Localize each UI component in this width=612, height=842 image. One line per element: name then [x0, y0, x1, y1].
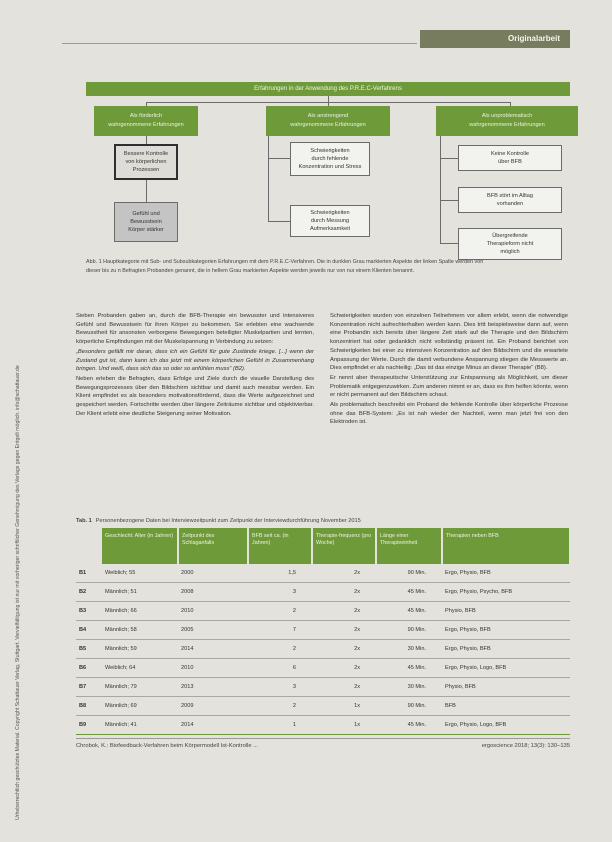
figure-caption: Abb. 1 Hauptkategorie mit Sub- und Subsubkategorien Erfahrungen mit dem P.R.E.C-Verfahren. Die in dunklen Grau markierten Aspekte der linken Spalte werden von dieser bis zu n Befragten Probanden genannt, die in hellem Grau markierten Aspekte werden jeweils nur von nur einem Klienten benannt. [86, 259, 484, 274]
subcategory-box: Keine Kontrolle über BFB [458, 145, 562, 171]
category-helpful [94, 106, 198, 136]
table-cell: 2014 [178, 640, 248, 659]
table-cell: Ergo, Physio, BFB [442, 640, 570, 659]
table-cell: Weiblich; 64 [102, 659, 178, 678]
table-cell: Männlich; 41 [102, 716, 178, 735]
table-cell: 2000 [178, 564, 248, 583]
table-cell: 2013 [178, 678, 248, 697]
table-cell: Physio, BFB [442, 602, 570, 621]
table-cell: BFB [442, 697, 570, 716]
table-cell: 2x [312, 583, 376, 602]
table-cell: Männlich; 51 [102, 583, 178, 602]
table-cell: Ergo, Physio, BFB [442, 621, 570, 640]
table-header-cell: Geschlecht: Alter (in Jahren) [102, 528, 178, 564]
table-row [76, 640, 570, 659]
footer-citation: Chrobok, K.: Biofeedback-Verfahren beim Körpermodell Ist-Kontrolle ... [76, 743, 259, 749]
subcategory-box: Übergreifende Therapieform nicht möglich [458, 228, 562, 260]
quote-paragraph: „Besonders gefällt mir daran, dass ich ein Gefühl für gute Zustände kriege. [...] wenn der Zustand gut ist, dann kann ich das jetzt mit einem körperlichen Gefühl in Zusammenhang bringen. Und weiß, dass sich das so oder so anfühlen muss“ (B2). [76, 348, 314, 373]
table-cell: 2005 [178, 621, 248, 640]
category-title: Als förderlich [129, 113, 163, 119]
participant-id-cell: B8 [76, 697, 102, 716]
table-header-cell: Therapien neben BFB [442, 528, 570, 564]
table-body [76, 564, 570, 735]
table-cell: 1,5 [248, 564, 312, 583]
participant-id-cell: B5 [76, 640, 102, 659]
table-cell: 45 Min. [376, 659, 442, 678]
table-cell: 1x [312, 716, 376, 735]
table-row [76, 602, 570, 621]
table-cell: 2008 [178, 583, 248, 602]
table-cell: 3 [248, 678, 312, 697]
table-header-row [76, 528, 570, 564]
table-cell: 90 Min. [376, 621, 442, 640]
table-cell: Männlich; 59 [102, 640, 178, 659]
table-cell: 2x [312, 640, 376, 659]
table-header-cell: Länge einer Therapieeinheit [376, 528, 442, 564]
table-cell: Männlich; 66 [102, 602, 178, 621]
table-cell: 2014 [178, 716, 248, 735]
table-cell: 2 [248, 640, 312, 659]
participant-id-cell: B6 [76, 659, 102, 678]
table-row [76, 678, 570, 697]
table-cell: 30 Min. [376, 678, 442, 697]
table-cell: 2x [312, 564, 376, 583]
connector [440, 243, 458, 244]
subcategory-box: BFB stört im Alltag vorhanden [458, 187, 562, 213]
category-strenuous [266, 106, 390, 136]
figure-title: Erfahrungen in der Anwendung des P.R.E.C-Verfahrens [86, 82, 570, 96]
table-cell: 3 [248, 583, 312, 602]
connector [268, 136, 269, 222]
table-cell: Ergo, Physio, Psycho, BFB [442, 583, 570, 602]
article-type-tag: Originalarbeit [420, 30, 570, 48]
paragraph: Als problematisch beschreibt ein Proband die fehlende Kontrolle über körperliche Prozesse ohne das BFB-System: „Es ist nah wieder der Nachteil, wenn man jetzt frei von den Elektroden ist. [330, 402, 568, 426]
table-cell: 90 Min. [376, 564, 442, 583]
header-rule [62, 43, 417, 44]
table-header-cell: Zeitpunkt des Schlaganfalls [178, 528, 248, 564]
connector [268, 158, 290, 159]
table-cell: 45 Min. [376, 716, 442, 735]
connector [440, 200, 458, 201]
table-cell: 7 [248, 621, 312, 640]
category-subtitle: wahrgenommene Erfahrungen [469, 122, 545, 128]
footer-rule [76, 738, 570, 739]
table-cell: Ergo, Physio, Logo, BFB [442, 716, 570, 735]
table-cell: 2x [312, 602, 376, 621]
footer-journal: ergoscience 2018; 13(3): 130–135 [481, 743, 570, 749]
table-cell: Männlich; 69 [102, 697, 178, 716]
table-header-cell [76, 528, 102, 564]
table-cell: 2 [248, 697, 312, 716]
table-header-cell: BFB seit ca. (in Jahren) [248, 528, 312, 564]
subcategory-box: Schwierigkeiten durch Messung Aufmerksamkeit [290, 205, 370, 237]
category-subtitle: wahrgenommene Erfahrungen [290, 122, 366, 128]
participant-id-cell: B7 [76, 678, 102, 697]
table-cell: Physio, BFB [442, 678, 570, 697]
connector [146, 180, 147, 202]
participant-id-cell: B3 [76, 602, 102, 621]
table-header-cell: Therapie-frequenz (pro Woche) [312, 528, 376, 564]
table-label: Tab. 1 [76, 518, 92, 524]
table-cell: Männlich; 79 [102, 678, 178, 697]
table-cell: 1 [248, 716, 312, 735]
copyright-side-note: Urheberrechtlich geschütztes Material. Copyright Schattauer Verlag, Stuttgart. Vervielfältigung ist nur mit vorheriger schriftlicher Genehmigung des Verlags gegen Entgelt möglich. info@schattauer.de [15, 365, 21, 820]
table-cell: 2010 [178, 602, 248, 621]
table-cell: 6 [248, 659, 312, 678]
body-column-left [76, 312, 314, 419]
participant-id-cell: B1 [76, 564, 102, 583]
body-column-right [330, 312, 568, 428]
participant-id-cell: B4 [76, 621, 102, 640]
table-caption-text: Personenbezogene Daten bei Interviewzeitpunkt zum Zeitpunkt der Interviewdurchführung November 2015 [95, 518, 361, 524]
connector [268, 221, 290, 222]
connector [440, 136, 441, 244]
table-row [76, 621, 570, 640]
table-row [76, 659, 570, 678]
table-caption [76, 518, 570, 524]
table-cell: 45 Min. [376, 602, 442, 621]
category-unproblematic [436, 106, 578, 136]
table-row [76, 564, 570, 583]
category-title: Als anstrengend [307, 113, 349, 119]
paragraph: Sieben Probanden gaben an, durch die BFB-Therapie ein bewusster und intensiveres Gefühl und Bewusstsein für ihren Körper zu bekommen. Sie erlebten eine wachsende Bewusstheit für ansonsten verborgene Bewegungen beteiligter Muskelpartien und lernten, körperliche Empfindungen mit der Muskelspannung in Verbindung zu setzen: [76, 313, 314, 346]
table-cell: 90 Min. [376, 697, 442, 716]
table-cell: 2010 [178, 659, 248, 678]
category-subtitle: wahrgenommene Erfahrungen [108, 122, 184, 128]
paragraph: Er nennt aber therapeutische Unterstützung zur Entspannung als Möglichkeit, um dieser Problematik entgegenzuwirken. Zum anderen nimmt er an, dass es ihm helfen könnte, wenn er nicht permanent auf den Bildschirm schaut. [330, 374, 568, 399]
table-cell: 2x [312, 621, 376, 640]
connector [146, 136, 147, 144]
table-row [76, 716, 570, 735]
subcategory-box: Gefühl und Bewusstsein Körper stärker [114, 202, 178, 242]
table-cell: 30 Min. [376, 640, 442, 659]
paragraph: Neben erleben die Befragten, dass Erfolge und Ziele durch die visuelle Darstellung des Bewegungsprozesses über den Bildschirm sichtbar und damit auch messbar werden. Ein Klient empfindet es als besonders motivationsfördernd, dass die Werte aufgezeichnet und gespeichert werden. Fortschritte werden über längere Zeiträume sichtbar und objektivierbar. Der Klient erlebt eine deutliche Steigerung seiner Motivation. [76, 375, 314, 417]
table-cell: Männlich; 58 [102, 621, 178, 640]
participants-table [76, 528, 571, 735]
subcategory-box: Schwierigkeiten durch fehlende Konzentration und Stress [290, 142, 370, 176]
table-cell: 2x [312, 678, 376, 697]
participant-id-cell: B9 [76, 716, 102, 735]
paragraph: Schwierigkeiten wurden von einzelnen Teilnehmern vor allem erlebt, wenn die notwendige Konzentration nicht aufrechterhalten werden kann. Dies tritt beispielsweise dann auf, wenn eine Probandin sich bereits über längere Zeit stark auf die Therapie und den Bildschirm konzentriert hat oder gedanklich nicht vollständig präsent ist. Ein Proband berichtet von Schwierigkeiten bei einer zu intensiven Konzentration auf den Bildschirm und die erwartete Anpassung der Werte. Durch die damit verbundene Anspannung stiegen die Messwerte an. Dies empfindet er als nachteilig: „Das ist das einzige Minus an dieser Therapie“ (B8). [330, 313, 568, 372]
subcategory-box: Bessere Kontrolle von körperlichen Prozessen [114, 144, 178, 180]
participant-id-cell: B2 [76, 583, 102, 602]
table-cell: 2 [248, 602, 312, 621]
table-row [76, 697, 570, 716]
table-cell: 2x [312, 659, 376, 678]
table-cell: Ergo, Physio, BFB [442, 564, 570, 583]
connector [440, 158, 458, 159]
table-cell: 1x [312, 697, 376, 716]
table-cell: Ergo, Physio, Logo, BFB [442, 659, 570, 678]
table-cell: 2009 [178, 697, 248, 716]
table-cell: Weiblich; 55 [102, 564, 178, 583]
table-row [76, 583, 570, 602]
table-cell: 45 Min. [376, 583, 442, 602]
category-title: Als unproblematisch [481, 113, 533, 119]
